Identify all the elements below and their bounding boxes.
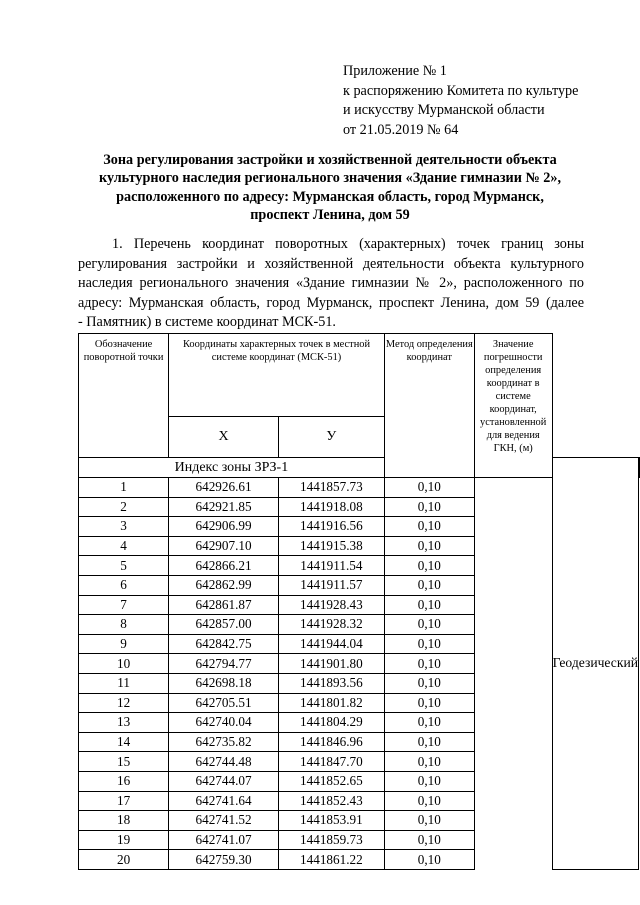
appendix-block (343, 62, 578, 140)
error-value: 0,10 (384, 693, 474, 713)
coord-x: 642866.21 (169, 556, 279, 576)
coord-x: 642741.64 (169, 791, 279, 811)
error-value: 0,10 (384, 850, 474, 870)
point-number: 5 (79, 556, 169, 576)
point-number: 3 (79, 517, 169, 537)
appendix-line: Приложение № 1 (343, 63, 447, 79)
point-number: 6 (79, 575, 169, 595)
coord-x: 642857.00 (169, 615, 279, 635)
point-number: 2 (79, 497, 169, 517)
point-number: 11 (79, 673, 169, 693)
coord-x: 642705.51 (169, 693, 279, 713)
error-value: 0,10 (384, 556, 474, 576)
error-value: 0,10 (384, 752, 474, 772)
point-number: 8 (79, 615, 169, 635)
title-line: Зона регулирования застройки и хозяйственной деятельности объекта (103, 152, 557, 168)
coord-x: 642741.07 (169, 830, 279, 850)
coord-y: 1441861.22 (278, 850, 384, 870)
coord-y: 1441893.56 (278, 673, 384, 693)
paragraph-line: наследия регионального значения «Здание гимназии № 2», расположенного по (78, 275, 584, 292)
coord-x: 642794.77 (169, 654, 279, 674)
error-value: 0,10 (384, 791, 474, 811)
title-line: культурного наследия регионального значения «Здание гимназии № 2», (98, 170, 561, 187)
coord-y: 1441901.80 (278, 654, 384, 674)
point-number: 7 (79, 595, 169, 615)
coord-y: 1441911.54 (278, 556, 384, 576)
coord-x: 642698.18 (169, 673, 279, 693)
coord-x: 642906.99 (169, 517, 279, 537)
coord-x: 642907.10 (169, 536, 279, 556)
coordinates-table (78, 333, 640, 870)
error-value: 0,10 (384, 811, 474, 831)
error-value: 0,10 (384, 575, 474, 595)
header-y: У (278, 417, 384, 458)
point-number: 1 (79, 478, 169, 498)
point-number: 19 (79, 830, 169, 850)
coord-x: 642741.52 (169, 811, 279, 831)
coord-x: 642759.30 (169, 850, 279, 870)
appendix-line: к распоряжению Комитета по культуре (343, 82, 579, 99)
error-value: 0,10 (384, 713, 474, 733)
method-value: Геодезический (552, 458, 638, 870)
appendix-line: и искусству Мурманской области (343, 102, 545, 119)
paragraph-line: адресу: Мурманская область, город Мурманск, проспект Ленина, дом 59 (далее (78, 294, 584, 311)
paragraph-line: - Памятник) в системе координат МСК-51. (78, 314, 336, 331)
point-number: 17 (79, 791, 169, 811)
error-value: 0,10 (384, 478, 474, 498)
coord-x: 642735.82 (169, 732, 279, 752)
header-x: Х (169, 417, 279, 458)
error-value: 0,10 (384, 536, 474, 556)
coord-y: 1441804.29 (278, 713, 384, 733)
paragraph-line: регулирования застройки и хозяйственной деятельности объекта культурного (78, 255, 584, 272)
point-number: 16 (79, 771, 169, 791)
zone-index: Индекс зоны ЗРЗ-1 (79, 458, 385, 478)
point-number: 4 (79, 536, 169, 556)
coord-y: 1441915.38 (278, 536, 384, 556)
error-value: 0,10 (384, 771, 474, 791)
error-value: 0,10 (384, 517, 474, 537)
coord-x: 642740.04 (169, 713, 279, 733)
coord-y: 1441853.91 (278, 811, 384, 831)
coord-x: 642926.61 (169, 478, 279, 498)
coord-x: 642862.99 (169, 575, 279, 595)
point-number: 20 (79, 850, 169, 870)
coord-x: 642744.48 (169, 752, 279, 772)
document-title (70, 151, 590, 225)
coord-y: 1441857.73 (278, 478, 384, 498)
error-value: 0,10 (384, 654, 474, 674)
coord-y: 1441801.82 (278, 693, 384, 713)
error-value: 0,10 (384, 673, 474, 693)
coord-x: 642744.07 (169, 771, 279, 791)
coord-x: 642861.87 (169, 595, 279, 615)
point-number: 12 (79, 693, 169, 713)
error-value: 0,10 (384, 830, 474, 850)
coord-x: 642842.75 (169, 634, 279, 654)
point-number: 15 (79, 752, 169, 772)
coord-x: 642921.85 (169, 497, 279, 517)
error-value: 0,10 (384, 497, 474, 517)
error-value: 0,10 (384, 595, 474, 615)
coord-y: 1441847.70 (278, 752, 384, 772)
intro-paragraph (78, 235, 584, 333)
point-number: 14 (79, 732, 169, 752)
coord-y: 1441852.65 (278, 771, 384, 791)
coord-y: 1441918.08 (278, 497, 384, 517)
title-line: проспект Ленина, дом 59 (250, 207, 410, 224)
header-method: Метод определения координат (384, 334, 474, 478)
point-number: 13 (79, 713, 169, 733)
appendix-line: от 21.05.2019 № 64 (343, 121, 459, 138)
title-line: расположенного по адресу: Мурманская область, город Мурманск, (116, 188, 544, 205)
coord-y: 1441928.32 (278, 615, 384, 635)
paragraph-line: 1. Перечень координат поворотных (характерных) точек границ зоны (112, 236, 584, 252)
error-empty-cell (639, 458, 640, 478)
header-error: Значение погрешности определения координат в системе координат, установленной для ведения ГКН, (м) (474, 334, 552, 478)
coord-y: 1441928.43 (278, 595, 384, 615)
point-number: 10 (79, 654, 169, 674)
coord-y: 1441911.57 (278, 575, 384, 595)
coord-y: 1441852.43 (278, 791, 384, 811)
error-value: 0,10 (384, 732, 474, 752)
coord-y: 1441944.04 (278, 634, 384, 654)
point-number: 18 (79, 811, 169, 831)
header-coords: Координаты характерных точек в местной системе координат (МСК-51) (169, 334, 385, 417)
error-value: 0,10 (384, 615, 474, 635)
point-number: 9 (79, 634, 169, 654)
coord-y: 1441859.73 (278, 830, 384, 850)
error-value: 0,10 (384, 634, 474, 654)
coord-y: 1441846.96 (278, 732, 384, 752)
header-point: Обозначение поворотной точки (79, 334, 169, 458)
coord-y: 1441916.56 (278, 517, 384, 537)
